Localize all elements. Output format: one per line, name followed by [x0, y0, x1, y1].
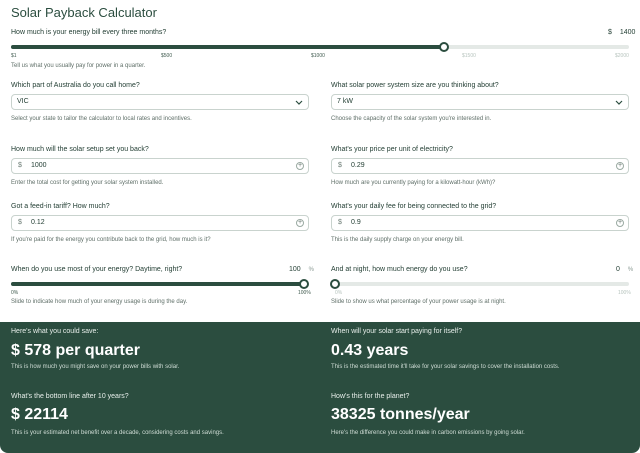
daily-fee-currency: $	[338, 219, 342, 226]
energy-bill-value	[608, 29, 635, 36]
daytime-usage-slider-thumb[interactable]	[299, 279, 309, 289]
energy-bill-slider-thumb[interactable]	[439, 42, 449, 52]
night-usage-help: Slide to show us what percentage of your power usage is at night.	[331, 299, 506, 305]
state-help: Select your state to tailor the calculator to local rates and incentives.	[11, 116, 192, 122]
planet-help: Here's the difference you could make in carbon emissions by going solar.	[331, 430, 525, 436]
chevron-down-icon	[615, 98, 623, 106]
daytime-usage-label: When do you use most of your energy? Daytime, right?	[11, 266, 183, 273]
night-usage-value-wrap	[616, 266, 633, 273]
energy-bill-tick-500: $500	[161, 53, 173, 59]
bottom-line-value: $ 22114	[11, 406, 68, 423]
daytime-usage-value: 100	[289, 266, 301, 273]
state-select[interactable]	[11, 94, 309, 110]
energy-bill-slider-fill	[11, 45, 444, 49]
daytime-usage-tick-max: 100%	[298, 290, 311, 296]
unit-price-currency: $	[338, 162, 342, 169]
planet-value: 38325 tonnes/year	[331, 406, 470, 423]
daytime-usage-help: Slide to indicate how much of your energy usage is during the day.	[11, 299, 188, 305]
daytime-usage-unit: %	[308, 267, 314, 273]
savings-label: Here's what you could save:	[11, 328, 99, 335]
energy-bill-currency: $	[608, 29, 612, 36]
feed-in-value: 0.12	[31, 219, 45, 226]
daily-fee-help: This is the daily supply charge on your energy bill.	[331, 237, 464, 243]
night-usage-label: And at night, how much energy do you use?	[331, 266, 468, 273]
daytime-usage-tick-min: 0%	[11, 290, 19, 296]
night-usage-value: 0	[616, 266, 620, 273]
system-size-label: What solar power system size are you thinking about?	[331, 82, 499, 89]
energy-bill-tick-1: $1	[11, 53, 17, 59]
energy-bill-tick-1000: $1000	[311, 53, 325, 59]
feed-in-help: If you're paid for the energy you contribute back to the grid, how much is it?	[11, 237, 211, 243]
daytime-usage-slider[interactable]	[11, 282, 304, 286]
setup-cost-label: How much will the solar setup set you back?	[11, 146, 149, 153]
unit-price-help: How much are you currently paying for a kilowatt-hour (kWh)?	[331, 180, 496, 186]
plus-icon[interactable]: +	[617, 162, 623, 169]
daytime-usage-value-wrap	[289, 266, 314, 273]
energy-bill-amount: 1400	[619, 29, 636, 36]
state-label: Which part of Australia do you call home?	[11, 82, 140, 89]
payback-help: This is the estimated time it'll take for your solar savings to cover the installation costs.	[331, 364, 560, 370]
daily-fee-label: What's your daily fee for being connected to the grid?	[331, 203, 497, 210]
energy-bill-label: How much is your energy bill every three months?	[11, 29, 167, 36]
savings-help: This is how much you might save on your power bills with solar.	[11, 364, 180, 370]
energy-bill-tick-1500: $1500	[462, 53, 476, 59]
night-usage-tick-max: 100%	[618, 290, 631, 296]
energy-bill-help: Tell us what you usually pay for power in a quarter.	[11, 63, 146, 69]
chevron-down-icon	[295, 98, 303, 106]
bottom-line-label: What's the bottom line after 10 years?	[11, 393, 129, 400]
night-usage-unit: %	[627, 267, 634, 273]
plus-icon[interactable]: +	[297, 162, 303, 169]
unit-price-value: 0.29	[351, 162, 365, 169]
page-title: Solar Payback Calculator	[11, 5, 157, 20]
night-usage-tick-min: 0%	[335, 290, 343, 296]
state-selected: VIC	[17, 98, 29, 105]
unit-price-input[interactable]	[331, 158, 629, 174]
daily-fee-value: 0.9	[351, 219, 361, 226]
feed-in-input[interactable]	[11, 215, 309, 231]
system-size-selected: 7 kW	[337, 98, 353, 105]
results-panel	[0, 322, 640, 453]
daily-fee-input[interactable]	[331, 215, 629, 231]
bottom-line-help: This is your estimated net benefit over a decade, considering costs and savings.	[11, 430, 224, 436]
payback-value: 0.43 years	[331, 342, 409, 359]
plus-icon[interactable]: +	[297, 219, 303, 226]
feed-in-label: Got a feed-in tariff? How much?	[11, 203, 110, 210]
system-size-select[interactable]	[331, 94, 629, 110]
energy-bill-tick-2000: $2000	[615, 53, 629, 59]
savings-value: $ 578 per quarter	[11, 342, 140, 359]
payback-label: When will your solar start paying for itself?	[331, 328, 463, 335]
energy-bill-slider[interactable]	[11, 45, 629, 49]
unit-price-label: What's your price per unit of electricity?	[331, 146, 453, 153]
night-usage-slider[interactable]	[335, 282, 629, 286]
night-usage-slider-thumb[interactable]	[330, 279, 340, 289]
feed-in-currency: $	[18, 219, 22, 226]
plus-icon[interactable]: +	[617, 219, 623, 226]
setup-cost-help: Enter the total cost for getting your solar system installed.	[11, 180, 164, 186]
setup-cost-currency: $	[18, 162, 22, 169]
system-size-help: Choose the capacity of the solar system you're interested in.	[331, 116, 492, 122]
setup-cost-value: 1000	[31, 162, 47, 169]
setup-cost-input[interactable]	[11, 158, 309, 174]
planet-label: How's this for the planet?	[331, 393, 410, 400]
daytime-usage-slider-fill	[11, 282, 304, 286]
